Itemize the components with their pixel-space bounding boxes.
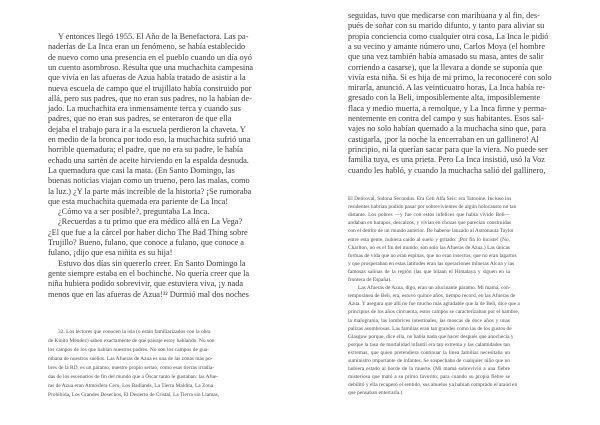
text-line: Y entonces llegó 1955. El Año de la Benefactora. Las pa- <box>58 32 249 41</box>
text-line: mbana de nuestros sueños. Las Afueras de Azua es una de las zonas más po- <box>48 356 213 362</box>
text-line: suministro importante de infantes. Se sospechaba de cualquier niño que no <box>348 358 510 364</box>
text-line: que pensaban enterrarla.) <box>348 390 403 397</box>
text-line: Las Afueras de Azua, digo, eran un alucinante páramo. Mi mamá, con- <box>358 285 511 292</box>
text-line: propia conciencia como cualquier otra cosa, La Inca le pidió <box>348 31 549 41</box>
text-line: ¿Cómo va a ser posible?, preguntaba La Inca. <box>58 207 210 217</box>
text-line: menos que en las afueras de Azua!³² Durmió mal dos noches <box>48 289 249 299</box>
text-line: ¿Recuerdas a tu primo que era médico allá en La Vega? <box>58 217 243 227</box>
text-line: cuando les habló, y cuando la muchacha salió del gallinero, <box>348 165 546 175</box>
text-line: que vivía en las afueras de Azua había tratado de asistir a la <box>48 73 246 83</box>
text-line: 32. Los lectores que conocen la isla (o están familiarizados con la obra <box>58 329 211 335</box>
text-line: hubiera estado al borde de la muerte. (Mi mamá sobrevivió a una fiebre <box>348 366 510 373</box>
text-line: gresado con la Beli, imposiblemente alta, imposiblemente <box>348 93 541 103</box>
text-line: que esta muchachita quemada era pariente de La Inca! <box>48 196 229 206</box>
text-line: temporánea de Beli, era, estuvo quince años, tiempo récord, en las Afueras de <box>348 293 516 300</box>
text-line: familia tuya, es una prieta. Pero La Inca insistió, usó la Voz <box>348 155 545 165</box>
text-line: das de los escenarios de fin del mundo que a Óscar tanto le gustaban: las Afue- <box>48 374 219 380</box>
text-line: Glasgow porque, dice ella, no había nada que hacer después que anochecía y <box>348 333 514 340</box>
text-line: Trujillo? Bueno, fulano, que conoce a fulano, que conoce a <box>48 238 244 247</box>
text-line: Azua. Y asegura que allí no fue mucho más agradable que la de Beli, dice que a <box>348 301 520 308</box>
text-line: principio, ni la querían sacar para que la viera. No puede ser <box>348 144 548 154</box>
text-line: residentes habrían podido pasar por sobrevivientes de algún holocausto no tan <box>348 204 517 211</box>
text-line: misteriosa que mató a su primo favorito; para cuando su propia fiebre se <box>348 374 510 381</box>
text-line: echado una sartén de aceite hirviendo en la espalda desnuda. <box>48 155 249 165</box>
text-line: allá, pero sus padres, que no eran sus padres, no la habían de- <box>48 93 252 103</box>
text-line: nueva escuela de campo que el trujillato había construido por <box>48 83 252 93</box>
text-line: debilitó y ella recuperó el sentido, sus abuelos ya habían comprado el ataúd en <box>348 382 518 389</box>
text-line: palizas asombrosas. Las familias eran tan grandes como las de los gustos de <box>348 325 512 332</box>
text-line: dejaba el trabajo para ir a la escuela perdieron la chaveta. Y <box>48 124 246 134</box>
text-line: andaban en harapos, descalzos, y vivían en chozas que parecían construidas <box>348 220 512 227</box>
text-line: un cuento asombroso. Resulta que una muchachita campesina <box>48 62 254 72</box>
text-line: pués de soñar con su marido difunto, y tanto para aliviar su <box>348 21 545 31</box>
text-line: la luz.) ¿Y la parte más increíble de la historia? ¡Se rumoraba <box>48 186 252 196</box>
text-line: niña hubiera podido sobrevivir, que estuviera viva, ¡y nada <box>48 279 244 289</box>
text-line: de Kinito Méndez) saben exactamente de qué paisaje estoy hablando. No son <box>48 338 215 344</box>
right-page <box>300 0 600 425</box>
text-line: que una vez también había amasado su masa, antes de salir <box>348 52 544 62</box>
text-line: padres, que no eran sus padres, se enteraron de que ella <box>48 114 232 124</box>
text-line: nentemente en contra del campo y sus habitantes. Esos sal- <box>348 114 544 123</box>
text-line: famosas salinas de la región (las que bilaan el Himalaya y siguen en la <box>348 268 510 275</box>
text-line: de nuevo como una presencia en el pueblo cuando un día oyó <box>48 52 252 62</box>
text-line: distante. Los pobres —y fue con estos infelices que había vivido Beli— <box>348 212 510 219</box>
text-line: fulano, ¡dijo que esa niñita es su hija! <box>48 248 173 258</box>
text-line: naderías de La Inca eran un fenómeno, se había establecido <box>48 42 246 52</box>
text-line: corriendo a casarse), que la llevara a donde se suponía que <box>348 62 543 72</box>
text-line: con el detrito de un mundo anterior. De haberse lanzado al Astronauta Taylor <box>348 228 514 235</box>
text-line: frontera de España). <box>348 277 392 283</box>
text-line: formas de vida que no eran espinas, que no eran insectos, que no eran lagartos <box>348 252 517 259</box>
text-line: castigarla, ¡por la noche la encerraban en un gallinero! Al <box>348 134 539 144</box>
text-line: bres de la RD, es un páramo, nuestro propio sertao, como esas tierras irradia- <box>48 365 215 371</box>
text-line: La quemadura que casi la mata. (En Santo Domingo, las <box>48 165 235 175</box>
text-line: Estuvo dos días sin quererlo creer. En Santo Domingo la <box>58 258 246 268</box>
text-line: El Deliroval, Sidona Secundus. Era Ceti Alfa Seis: era Tatooine. Incluso los <box>348 196 512 202</box>
text-line: vajes no solo habían quemado a la muchacha sino que, para <box>348 124 546 134</box>
text-line: la malogrania, las lombrices intestinales, las moscas de doce años y unas <box>348 317 510 324</box>
text-line: Prohibida, Los Grandes Desechos, El Desierto de Cristal, La Tierra sin Llamas, <box>48 392 220 398</box>
text-line: vivía esta niña. Si es hija de mi primo, la reconoceré con solo <box>348 72 552 82</box>
text-line: a su vecino y amante número uno, Carlos Moya (el hombre <box>348 41 545 51</box>
text-line: seguidas, tuvo que medicarse con marihuana y al fin, des- <box>348 11 540 20</box>
text-line: Charlton, no es el fin del mundo, son solo las Afueras de Azua.) Las únicas <box>348 244 510 251</box>
text-line: flaca y medio muerta, a remolque, y La Inca firme y perma- <box>348 103 547 113</box>
text-line: y que prosperaban en estas latitudes eran las operaciones mineras Alcoa y las <box>348 260 515 267</box>
text-line: entre esta gente, hubiera caído al suelo y gritado: ¡Por fin lo hiciste! (No, <box>348 236 510 243</box>
text-line: jado. La muchachita era inmensamente terca y cuando sus <box>48 104 241 114</box>
text-line: porque la tasa de mortalidad infantil era tan extrema y las calamidades tan <box>348 341 510 348</box>
text-line: extremas, que quien pretendiera continuar la línea familiar necesitaba un <box>348 349 510 356</box>
text-line: gente siempre estaba en el bochinche. No quería creer que la <box>48 268 250 278</box>
text-line: ¿El que fue a la cárcel por haber dicho The Bad Thing sobre <box>48 227 248 237</box>
text-line: ras de Azua eran Atmósfera Cero, Los Badlands, La Tierra Maldita, La Zona <box>48 383 214 389</box>
text-line: mirarla, anunció. A las veinticuatro horas, La Inca había re- <box>348 83 546 93</box>
text-line: principios de los años cincuenta, estos campos se caracterizaban por el hambre, <box>348 309 520 316</box>
text-line: los campos de los que hablan nuestros padres. No son los campos de gua- <box>48 347 209 353</box>
text-line: en medio de la bronca por todo eso, la muchachita sufrió una <box>48 135 251 144</box>
text-line: buenas noticias viajan como un trueno, pero las malas, como <box>48 176 250 186</box>
text-line: horrible quemadura; el padre, que no era su padre, le había <box>48 145 243 155</box>
